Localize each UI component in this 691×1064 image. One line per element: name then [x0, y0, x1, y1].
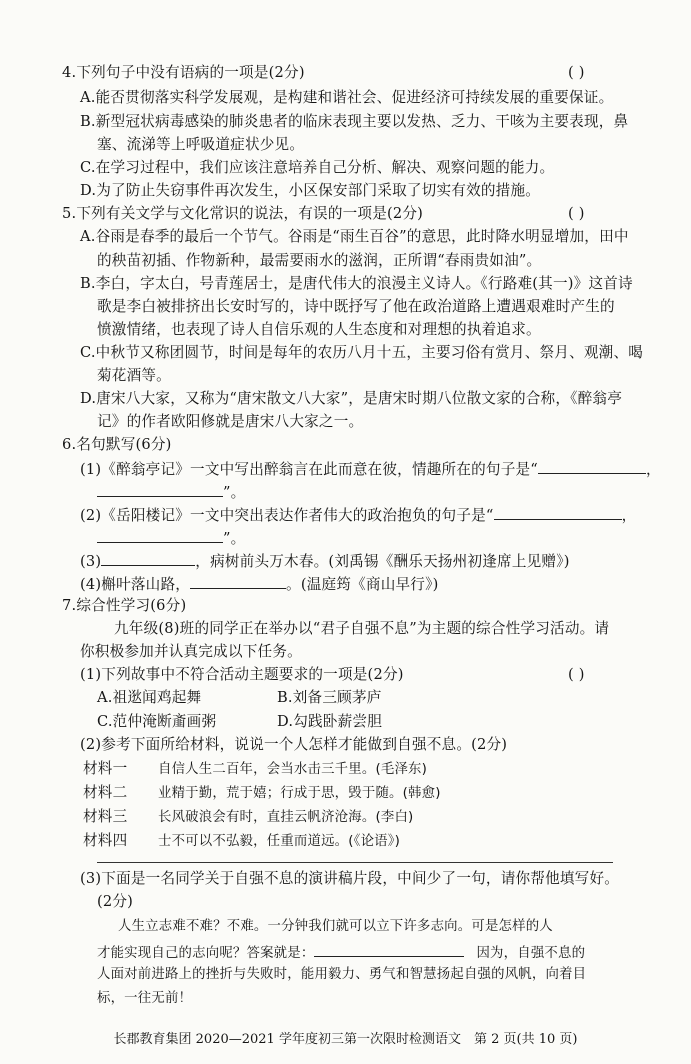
q7-sub-3-score: (2分) — [97, 893, 134, 910]
q4-option-b-cont: 塞、流涕等上呼吸道症状少见。 — [97, 136, 305, 153]
q6-item-2-prompt: (2)《岳阳楼记》一文中突出表达作者伟大的政治抱负的句子是“ — [80, 507, 494, 524]
speech-line-1: 人生立志难不难？不难。一分钟我们就可以立下许多志向。可是怎样的人 — [118, 919, 553, 934]
material-2-text: 业精于勤，荒于嬉；行成于思，毁于随。(韩愈) — [158, 786, 441, 801]
speech-line-4: 标，一往无前！ — [97, 991, 193, 1006]
q6-item-2 — [80, 505, 636, 525]
q5-option-a-cont: 的秧苗初插、作物新种，最需要雨水的滋润，正所谓“春雨贵如油”。 — [97, 252, 542, 269]
q7-option-a: A.祖逖闻鸡起舞 — [97, 689, 202, 706]
speech-line-2-end: 因为，自强不息的 — [476, 946, 586, 961]
q7-sub-2: (2)参考下面所给材料，说说一个人怎样才能做到自强不息。(2分) — [80, 736, 508, 753]
q6-item-1-blank-2[interactable] — [97, 482, 223, 497]
speech-line-2 — [97, 942, 585, 963]
page-footer: 长郡教育集团 2020—2021 学年度初三第一次限时检测语文 第 2 页(共 10 页) — [113, 1032, 578, 1047]
q7-sub-2-answer-line[interactable] — [97, 862, 613, 863]
q4-option-b: B.新型冠状病毒感染的肺炎患者的临床表现主要以发热、乏力、干咳为主要表现，鼻 — [80, 113, 629, 130]
q6-item-2-cont — [97, 528, 245, 548]
q5-option-b: B.李白，字太白，号青莲居士，是唐代伟大的浪漫主义诗人。《行路难(其一)》这首诗 — [80, 275, 633, 292]
q6-item-3 — [80, 551, 570, 571]
q6-stem: 6.名句默写(6分) — [62, 436, 172, 453]
speech-line-2-start: 才能实现自己的志向呢？答案就是： — [97, 946, 315, 961]
speech-line-3: 人面对前进路上的挫折与失败时，能用毅力、勇气和智慧扬起自强的风帆，向着目 — [97, 967, 587, 982]
q4-answer-paren: ( ) — [568, 64, 585, 81]
material-4-text: 士不可以不弘毅，任重而道远。(《论语》) — [158, 834, 401, 849]
q6-item-1 — [80, 459, 661, 479]
q4-option-c: C.在学习过程中，我们应该注意培养自己分析、解决、观察问题的能力。 — [80, 159, 555, 176]
q6-item-4 — [80, 574, 438, 594]
q7-sub-3: (3)下面是一名同学关于自强不息的演讲稿片段，中间少了一句，请你帮他填写好。 — [80, 870, 620, 887]
q7-option-d: D.勾践卧薪尝胆 — [277, 713, 382, 730]
q7-sub-1-paren: ( ) — [568, 666, 585, 683]
q6-item-2-blank-2[interactable] — [97, 528, 223, 543]
material-1-label: 材料一 — [83, 760, 128, 777]
material-1-text: 自信人生二百年，会当水击三千里。(毛泽东) — [158, 762, 428, 777]
q6-item-2-close: ”。 — [223, 530, 246, 547]
q5-option-b-cont2: 愤激情绪，也表现了诗人自信乐观的人生态度和对理想的执着追求。 — [97, 321, 541, 338]
q6-item-2-comma: ， — [621, 507, 637, 524]
q6-item-1-cont — [97, 482, 245, 502]
q5-option-b-cont1: 歌是李白被排挤出长安时写的，诗中既抒写了他在政治道路上遭遇艰难时产生的 — [97, 298, 615, 315]
q4-stem: 4.下列句子中没有语病的一项是(2分) — [62, 64, 305, 81]
q6-item-4-blank[interactable] — [190, 574, 286, 589]
q6-item-3-blank[interactable] — [101, 551, 195, 566]
material-3-label: 材料三 — [83, 808, 128, 825]
q7-intro-cont: 你积极参加并认真完成以下任务。 — [80, 643, 302, 660]
q6-item-2-blank-1[interactable] — [494, 505, 622, 520]
material-3-text: 长风破浪会有时，直挂云帆济沧海。(李白) — [158, 810, 414, 825]
q6-item-3-text: ，病树前头万木春。(刘禹锡《酬乐天扬州初逢席上见赠》) — [195, 553, 570, 570]
q5-answer-paren: ( ) — [568, 205, 585, 222]
q7-stem: 7.综合性学习(6分) — [62, 597, 187, 614]
q7-option-b: B.刘备三顾茅庐 — [277, 689, 382, 706]
q4-option-a: A.能否贯彻落实科学发展观，是构建和谐社会、促进经济可持续发展的重要保证。 — [80, 89, 614, 106]
q7-intro: 九年级(8)班的同学正在举办以“君子自强不息”为主题的综合性学习活动。请 — [114, 620, 610, 637]
material-4-label: 材料四 — [83, 832, 128, 849]
q5-option-a: A.谷雨是春季的最后一个节气。谷雨是“雨生百谷”的意思，此时降水明显增加，田中 — [80, 228, 629, 245]
q6-item-1-close: ”。 — [223, 484, 246, 501]
q5-stem: 5.下列有关文学与文化常识的说法，有误的一项是(2分) — [62, 205, 424, 222]
q5-option-c-cont: 菊花酒等。 — [97, 367, 171, 384]
q5-option-d-cont: 记》的作者欧阳修就是唐宋八大家之一。 — [97, 413, 364, 430]
speech-blank[interactable] — [314, 942, 464, 957]
q5-option-d: D.唐宋八大家，又称为“唐宋散文八大家”，是唐宋时期八位散文家的合称，《醉翁亭 — [80, 390, 623, 407]
q4-option-d: D.为了防止失窃事件再次发生，小区保安部门采取了切实有效的措施。 — [80, 182, 541, 199]
q6-item-1-comma: ， — [645, 461, 661, 478]
q6-item-1-prompt: (1)《醉翁亭记》一文中写出醉翁言在此而意在彼，情趣所在的句子是“ — [80, 461, 538, 478]
q6-item-4-end: 。(温庭筠《商山早行》) — [286, 576, 439, 593]
q7-option-c: C.范仲淹断齑画粥 — [97, 713, 217, 730]
q6-item-3-number: (3) — [80, 553, 102, 570]
q5-option-c: C.中秋节又称团圆节，时间是每年的农历八月十五，主要习俗有赏月、祭月、观潮、喝 — [80, 344, 644, 361]
q7-sub-1: (1)下列故事中不符合活动主题要求的一项是(2分) — [80, 666, 404, 683]
material-2-label: 材料二 — [83, 784, 128, 801]
q6-item-1-blank-1[interactable] — [538, 459, 646, 474]
q6-item-4-text: (4)槲叶落山路， — [80, 576, 191, 593]
